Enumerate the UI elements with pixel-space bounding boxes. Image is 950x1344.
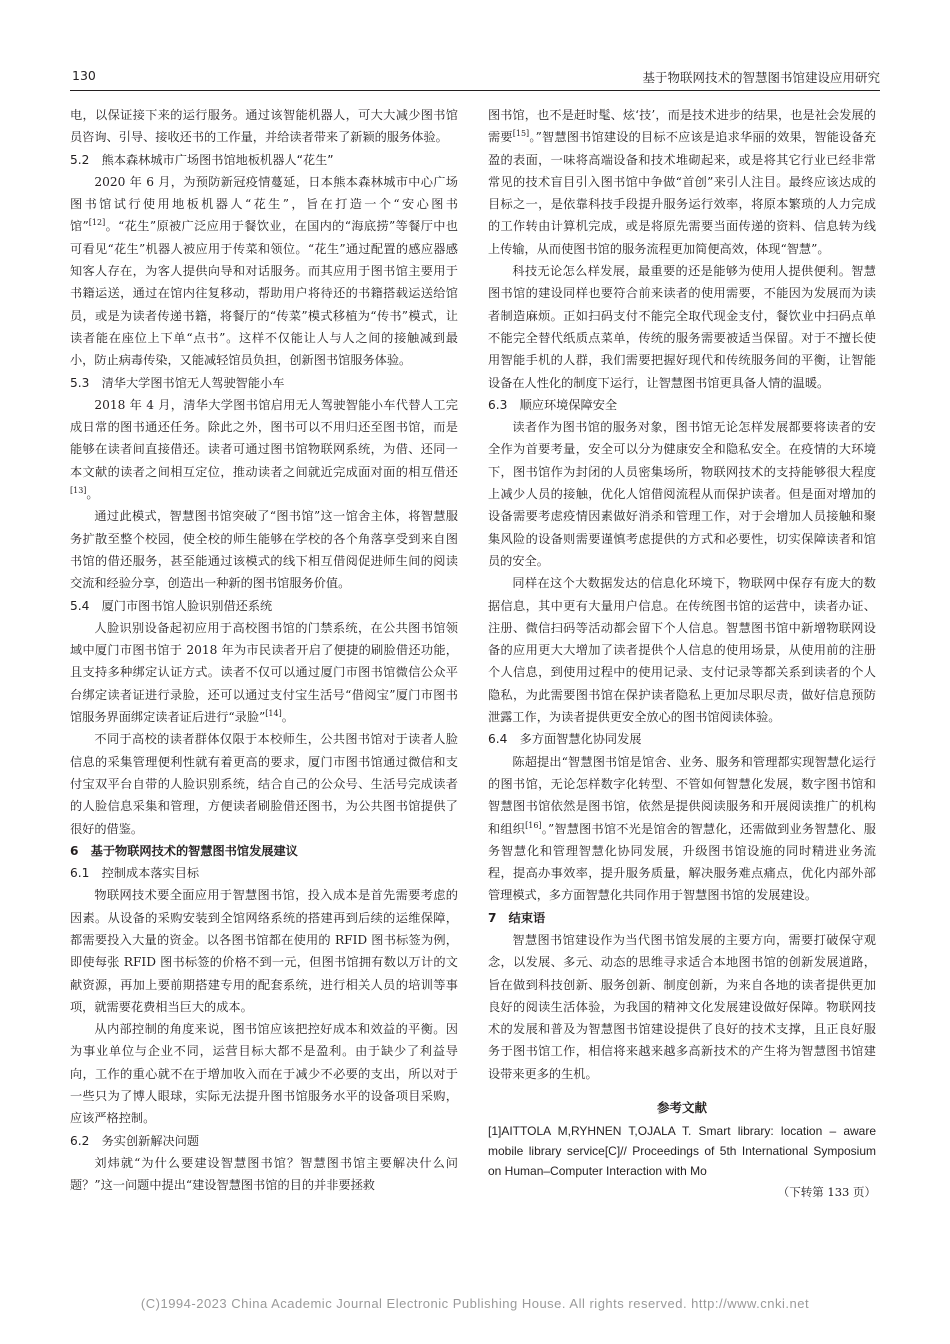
paragraph: 图书馆，也不是赶时髦、炫‘技’，而是技术进步的结果，也是社会发展的需要[15]。”智慧图书馆建设的目标不应该是追求华丽的效果，智能设备充盈的表面，一味将高端设备和技术堆砌起来，或是将其它行业已经非常常见的技术盲目引入图书馆中争做“首创”来引人注目。最终应该达成的目标之一，是依靠科技手段提升服务运行效率，将原本繁琐的人力完成的工作转由计算机完成，或是将原先需要当面传递的资料、信息转为线上传输，从而使图书馆的服务流程更加简便高效，体现“智慧”。 — [488, 108, 876, 256]
paragraph: 人脸识别设备起初应用于高校图书馆的门禁系统，在公共图书馆领域中厦门市图书馆于 2018 年为市民读者开启了便捷的刷脸借还功能，且支持多种绑定认证方式。读者不仅可以通过厦门市图书馆微信公众平台绑定读者证进行录脸，还可以通过支付宝生活号“借阅宝”厦门市图书馆服务界面绑定读者证后进行“录脸”[14]。 — [70, 620, 458, 725]
reference-item: [1]AITTOLA M,RYHNEN T,OJALA T. Smart library: location – aware mobile library service[C]// Proceedings of 5th International Symposium on Human–Computer Interaction with Mo — [488, 1124, 876, 1179]
paragraph: 2020 年 6 月，为预防新冠疫情蔓延，日本熊本森林城市中心广场图书馆试行使用地板机器人“花生”，旨在打造一个“安心图书馆”[12]。“花生”原被广泛应用于餐饮业，在国内的“海底捞”等餐厅中也可看见“花生”机器人被应用于传菜和领位。“花生”通过配置的感应器感知客人存在，为客人提供向导和对话服务。而其应用于图书馆主要用于书籍运送，通过在馆内往复移动，帮助用户将待还的书籍搭载运送给馆员，或是为读者传递书籍，将餐厅的“传菜”模式移植为“传书”模式，让读者能在座位上下单“点书”。这样不仅能让人与人之间的接触减到最小，防止病毒传染，又能减轻馆员负担，创新图书馆服务体验。 — [70, 174, 458, 368]
citation: [12] — [88, 218, 106, 228]
left-column — [70, 104, 458, 1197]
section-heading-6-3: 6.3 顺应环境保障安全 — [488, 397, 618, 412]
references — [488, 1097, 876, 1204]
paragraph: 智慧图书馆建设作为当代图书馆发展的主要方向，需要打破保守观念，以发展、多元、动态的思维寻求适合本地图书馆的创新发展道路，旨在做到科技创新、服务创新、制度创新，为来自各地的读者提供更加良好的阅读生活体验，为我国的精神文化发展建设做好保障。物联网技术的发展和普及为智慧图书馆建设提供了良好的技术支撑，且正良好服务于图书馆工作，相信将来越来越多高新技术的产生将为智慧图书馆建设带来更多的生机。 — [488, 932, 876, 1081]
paragraph: 从内部控制的角度来说，图书馆应该把控好成本和效益的平衡。因为事业单位与企业不同，运营目标大都不是盈利。由于缺少了利益导向，工作的重心就不在于增加收入而在于减少不必要的支出，所以对于一些只为了博人眼球，实际无法提升图书馆服务水平的设备项目采购，应该严格控制。 — [70, 1022, 458, 1126]
section-heading-6-4: 6.4 多方面智慧化协同发展 — [488, 732, 642, 747]
section-heading-7: 7 结束语 — [488, 910, 546, 925]
citation: [15] — [512, 129, 530, 139]
section-heading-6-2: 6.2 务实创新解决问题 — [70, 1133, 200, 1148]
paragraph: 科技无论怎么样发展，最重要的还是能够为使用人提供便利。智慧图书馆的建设同样也要符合前来读者的使用需要，不能因为发展而为读者制造麻烦。正如扫码支付不能完全取代现金支付，餐饮业中扫码点单不能完全替代纸质点菜单，传统的服务需要被适当保留。对于不擅长使用智能手机的人群，我们需要把握好现代和传统服务间的平衡，让智能设备在人性化的制度下运行，让智慧图书馆更具备人情的温暖。 — [488, 264, 876, 390]
paragraph: 通过此模式，智慧图书馆突破了“图书馆”这一馆舍主体，将智慧服务扩散至整个校园，使全校的师生能够在学校的各个角落享受到来自图书馆的借还服务，甚至能通过该模式的线下相互借阅促进师生间的阅读交流和经验分享，创造出一种新的图书馆服务价值。 — [70, 509, 458, 591]
section-heading-5-4: 5.4 厦门市图书馆人脸识别借还系统 — [70, 598, 273, 613]
section-heading-5-3: 5.3 清华大学图书馆无人驾驶智能小车 — [70, 375, 285, 390]
references-title: 参考文献 — [656, 1100, 707, 1116]
page-header — [70, 62, 880, 91]
citation: [16] — [525, 820, 542, 830]
running-title: 基于物联网技术的智慧图书馆建设应用研究 — [642, 70, 880, 85]
paragraph: 2018 年 4 月，清华大学图书馆启用无人驾驶智能小车代替人工完成日常的图书通还任务。除此之外，图书可以不用归还至图书馆，而是能够在读者间直接借还。读者可通过图书馆物联网系统，为借、还同一本文献的读者之间相互定位，推动读者之间就近完成面对面的相互借还[13]。 — [70, 397, 458, 502]
citation: [14] — [265, 709, 282, 719]
paragraph: 同样在这个大数据发达的信息化环境下，物联网中保存有庞大的数据信息，其中更有大量用户信息。在传统图书馆的运营中，读者办证、注册、微信扫码等活动都会留下个人信息。智慧图书馆中新增物联网设备的应用更大大增加了读者提供个人信息的使用场景，从使用前的注册个人信息，到使用过程中的使用记录、支付记录等都关系到读者的个人隐私，为此需要图书馆在保护读者隐私上更加尽职尽责，做好信息预防泄露工作，为读者提供更安全放心的图书馆阅读体验。 — [488, 576, 876, 725]
section-heading-6-1: 6.1 控制成本落实目标 — [70, 866, 200, 881]
right-column — [488, 104, 876, 1204]
copyright-footer: (C)1994-2023 China Academic Journal Electronic Publishing House. All rights reserved. http://www.cnki.net — [140, 1296, 810, 1311]
citation: [13] — [70, 486, 87, 496]
paragraph: 电，以保证接下来的运行服务。通过该智能机器人，可大大减少图书馆员咨询、引导、接收还书的工作量，并给读者带来了新颖的服务体验。 — [70, 108, 458, 145]
paragraph: 读者作为图书馆的服务对象，图书馆无论怎样发展都要将读者的安全作为首要考量，安全可以分为健康安全和隐私安全。在疫情的大环境下，图书馆作为封闭的人员密集场所，物联网技术的支持能够很大程度上减少人员的接触，优化人馆借阅流程从而保护读者。但是面对增加的设备需要考虑疫情因素做好消杀和管理工作，对于会增加人员接触和聚集风险的设备则需要谨慎考虑提供的方式和必要性，切实保障读者和馆员的安全。 — [488, 420, 876, 568]
paragraph: 不同于高校的读者群体仅限于本校师生，公共图书馆对于读者人脸信息的采集管理便利性就有着更高的要求，厦门市图书馆通过微信和支付宝双平台自带的人脸识别系统，结合自己的公众号、生活号完成读者的人脸信息采集和管理，方便读者刷脸借还图书，为公共图书馆提供了很好的借鉴。 — [70, 732, 458, 836]
page-number: 130 — [72, 68, 96, 83]
section-heading-5-2: 5.2 熊本森林城市广场图书馆地板机器人“花生” — [70, 152, 334, 167]
paragraph: 刘炜就“为什么要建设智慧图书馆？智慧图书馆主要解决什么问题？”这一问题中提出“建设智慧图书馆的目的并非要拯救 — [70, 1155, 458, 1193]
paragraph: 陈超提出“智慧图书馆是馆舍、业务、服务和管理都实现智慧化运行的图书馆，无论怎样数字化转型、不管如何智慧化发展，数字图书馆和智慧图书馆依然是图书馆，依然是提供阅读服务和开展阅读推广的机构和组织[16]。”智慧图书馆不光是馆舍的智慧化，还需做到业务智慧化、服务智慧化和管理智慧化协同发展，升级图书馆设施的同时精进业务流程，提高办事效率，提升服务质量，解决服务难点痛点，优化内部外部管理模式，多方面智慧化共同作用于智慧图书馆的发展建设。 — [488, 754, 876, 903]
section-heading-6: 6 基于物联网技术的智慧图书馆发展建议 — [70, 843, 298, 858]
continued-note: （下转第 133 页） — [777, 1185, 876, 1200]
paragraph: 物联网技术要全面应用于智慧图书馆，投入成本是首先需要考虑的因素。从设备的采购安装到全馆网络系统的搭建再到后续的运维保障，都需要投入大量的资金。以各图书馆都在使用的 RFID 图书标签为例，即使每张 RFID 图书标签的价格不到一元，但图书馆拥有数以万计的文献资源，再加上要前期搭建专用的配套系统，进行相关人员的培训等事项，就需要花费相当巨大的成本。 — [70, 888, 458, 1014]
